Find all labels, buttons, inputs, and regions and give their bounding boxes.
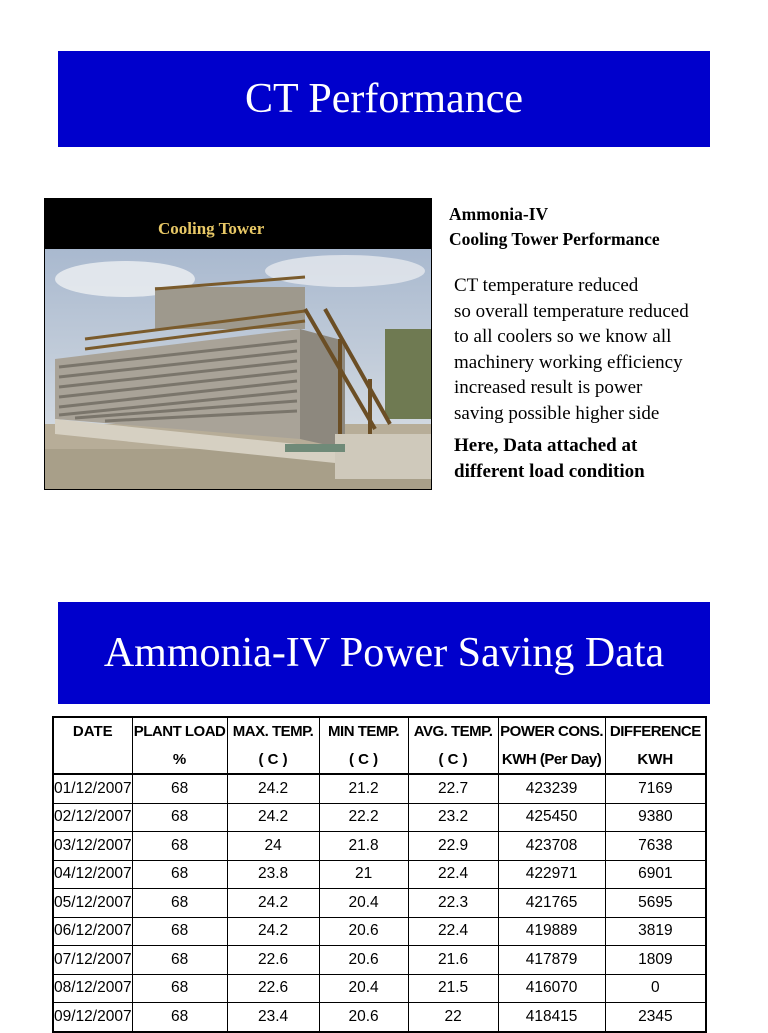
table-cell: 22	[408, 1003, 498, 1032]
table-cell: 24.2	[227, 889, 319, 918]
body-line: machinery working efficiency	[454, 351, 683, 373]
table-cell: 22.3	[408, 889, 498, 918]
column-header: AVG. TEMP.	[408, 717, 498, 746]
table-cell: 24.2	[227, 803, 319, 832]
column-unit: %	[132, 746, 227, 775]
table-cell: 21.8	[319, 832, 408, 861]
table-cell: 20.4	[319, 974, 408, 1003]
table-row	[53, 774, 706, 803]
column-unit: KWH	[605, 746, 706, 775]
column-unit: KWH (Per Day)	[498, 746, 605, 775]
column-header: PLANT LOAD	[132, 717, 227, 746]
table-row	[53, 803, 706, 832]
table-cell: 07/12/2007	[53, 946, 132, 975]
note-line2: different load condition	[454, 461, 645, 482]
table-row	[53, 946, 706, 975]
table-cell: 22.6	[227, 946, 319, 975]
table-row	[53, 860, 706, 889]
column-header: DATE	[53, 717, 132, 746]
table-cell: 68	[132, 860, 227, 889]
table-cell: 21.5	[408, 974, 498, 1003]
table-cell: 417879	[498, 946, 605, 975]
column-header: MAX. TEMP.	[227, 717, 319, 746]
table-cell: 1809	[605, 946, 706, 975]
table-cell: 08/12/2007	[53, 974, 132, 1003]
column-header: MIN TEMP.	[319, 717, 408, 746]
cooling-tower-photo	[44, 198, 432, 490]
table-cell: 416070	[498, 974, 605, 1003]
table-cell: 22.4	[408, 860, 498, 889]
table-cell: 68	[132, 832, 227, 861]
column-unit	[53, 746, 132, 775]
side-note	[454, 433, 754, 485]
body-line: CT temperature reduced	[454, 275, 639, 296]
table-cell: 21.2	[319, 774, 408, 803]
side-heading-line2: Cooling Tower Performance	[449, 229, 660, 249]
table-cell: 20.4	[319, 889, 408, 918]
table-cell: 7638	[605, 832, 706, 861]
power-saving-table	[52, 716, 707, 1033]
table-cell: 7169	[605, 774, 706, 803]
table-cell: 2345	[605, 1003, 706, 1032]
table-cell: 423239	[498, 774, 605, 803]
column-header: POWER CONS.	[498, 717, 605, 746]
table-cell: 06/12/2007	[53, 917, 132, 946]
table-cell: 20.6	[319, 946, 408, 975]
table-cell: 22.6	[227, 974, 319, 1003]
table-cell: 425450	[498, 803, 605, 832]
table-cell: 6901	[605, 860, 706, 889]
side-heading-line1: Ammonia-IV	[449, 204, 549, 224]
slide2-title	[58, 602, 710, 704]
slide2-title-text: Ammonia-IV Power Saving Data	[103, 630, 665, 676]
table-cell: 23.8	[227, 860, 319, 889]
body-line: so overall temperature reduced	[454, 300, 689, 322]
table-cell: 01/12/2007	[53, 774, 132, 803]
column-unit: ( C )	[319, 746, 408, 775]
table-cell: 05/12/2007	[53, 889, 132, 918]
column-unit: ( C )	[408, 746, 498, 775]
table-units-row	[53, 746, 706, 775]
table-cell: 22.7	[408, 774, 498, 803]
table-cell: 21.6	[408, 946, 498, 975]
table-cell: 24	[227, 832, 319, 861]
table-row	[53, 974, 706, 1003]
table-row	[53, 1003, 706, 1032]
table-cell: 422971	[498, 860, 605, 889]
body-line: to all coolers so we know all	[454, 326, 672, 347]
table-cell: 0	[605, 974, 706, 1003]
table-cell: 20.6	[319, 917, 408, 946]
table-body	[53, 774, 706, 1032]
table-cell: 68	[132, 974, 227, 1003]
table-row	[53, 917, 706, 946]
table-cell: 419889	[498, 917, 605, 946]
table-cell: 23.2	[408, 803, 498, 832]
note-line1: Here, Data attached at	[454, 435, 638, 456]
table-cell: 22.9	[408, 832, 498, 861]
table-cell: 418415	[498, 1003, 605, 1032]
table-cell: 22.4	[408, 917, 498, 946]
table-cell: 23.4	[227, 1003, 319, 1032]
side-body-text	[454, 273, 754, 426]
side-heading	[449, 202, 660, 252]
table-cell: 423708	[498, 832, 605, 861]
table-cell: 68	[132, 917, 227, 946]
table-cell: 68	[132, 774, 227, 803]
slide-title-text: CT Performance	[245, 76, 523, 122]
table-cell: 24.2	[227, 774, 319, 803]
table-cell: 04/12/2007	[53, 860, 132, 889]
table-cell: 68	[132, 803, 227, 832]
slide-title	[58, 51, 710, 147]
table-cell: 20.6	[319, 1003, 408, 1032]
table-cell: 3819	[605, 917, 706, 946]
table-cell: 68	[132, 889, 227, 918]
table-cell: 68	[132, 946, 227, 975]
table-cell: 21	[319, 860, 408, 889]
table-cell: 02/12/2007	[53, 803, 132, 832]
column-unit: ( C )	[227, 746, 319, 775]
table-cell: 5695	[605, 889, 706, 918]
table-cell: 03/12/2007	[53, 832, 132, 861]
table-row	[53, 889, 706, 918]
table-cell: 22.2	[319, 803, 408, 832]
body-line: increased result is power	[454, 377, 643, 398]
table-cell: 09/12/2007	[53, 1003, 132, 1032]
column-header: DIFFERENCE	[605, 717, 706, 746]
table-cell: 68	[132, 1003, 227, 1032]
table-cell: 24.2	[227, 917, 319, 946]
table-cell: 421765	[498, 889, 605, 918]
table-row	[53, 832, 706, 861]
table-header-row	[53, 717, 706, 746]
body-line: saving possible higher side	[454, 402, 660, 424]
cooling-tower-illustration	[45, 249, 431, 489]
table-cell: 9380	[605, 803, 706, 832]
photo-caption: Cooling Tower	[158, 219, 265, 238]
